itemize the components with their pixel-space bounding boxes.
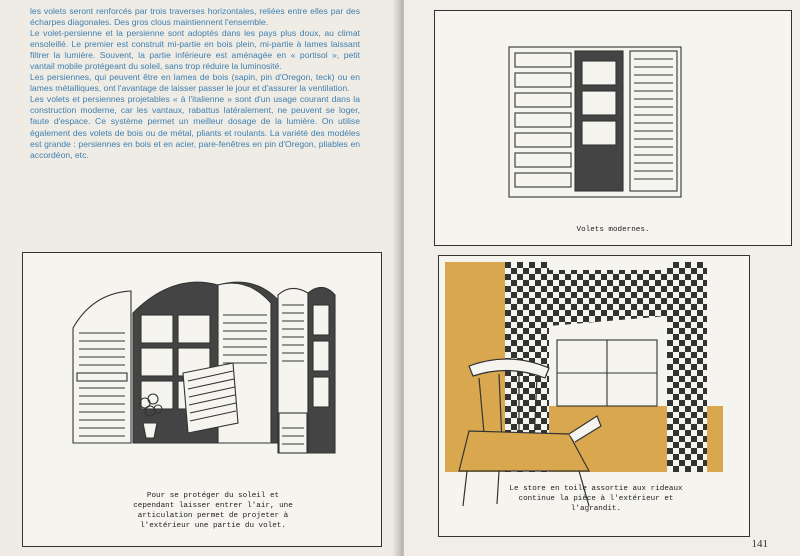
right-page xyxy=(404,0,800,556)
awning-illustration xyxy=(438,255,750,537)
page-number: 141 xyxy=(751,538,768,550)
paragraph: Le volet-persienne et la persienne sont adoptés dans les pays plus doux, au climat ensoleillé. Le premier est construit mi-partie en bois plein, mi-partie à lames laissant filtrer la lumière. Souvent, la partie inférieure est aménagée en « portisol », petit vantail mobile protégeant du soleil, sans trop réduire la luminosité. xyxy=(30,28,360,72)
top-figure-caption: Volets modernes. xyxy=(576,226,650,234)
modern-shutters-illustration xyxy=(434,10,792,246)
bottom-figure-caption: Le store en toile assortie aux rideaux continue la pièce à l'extérieur et l'agrandit. xyxy=(509,485,683,513)
left-figure-caption: Pour se protéger du soleil et cependant laisser entrer l'air, une articulation permet de projeter à l'extérieur une partie du volet. xyxy=(133,492,293,530)
paragraph: les volets seront renforcés par trois traverses horizontales, reliées entre elles par des écharpes diagonales. Des gros clous maintiennent l'ensemble. xyxy=(30,6,360,28)
paragraph: Les volets et persiennes projetables « à l'italienne » sont d'un usage courant dans la construction moderne, car les vantaux, rabattus latéralement, ne peuvent se loger, faute d'espace. Ce système permet un meilleur dosage de la lumière. On utilise également des volets de bois ou de métal, pliants et roulants. La variété des modèles est grande : persiennes en bois et en acier, pare-fenêtres en pin d'Oregon, pliables en accordéon, etc. xyxy=(30,94,360,160)
shutters-illustration xyxy=(22,252,382,547)
modern-shutters-drawing xyxy=(435,11,791,245)
body-text xyxy=(30,6,360,161)
paragraph: Les persiennes, qui peuvent être en lames de bois (sapin, pin d'Oregon, teck) ou en lames métalliques, ont l'avantage de laisser passer le jour et d'assurer la ventilation. xyxy=(30,72,360,94)
left-page xyxy=(0,0,398,556)
